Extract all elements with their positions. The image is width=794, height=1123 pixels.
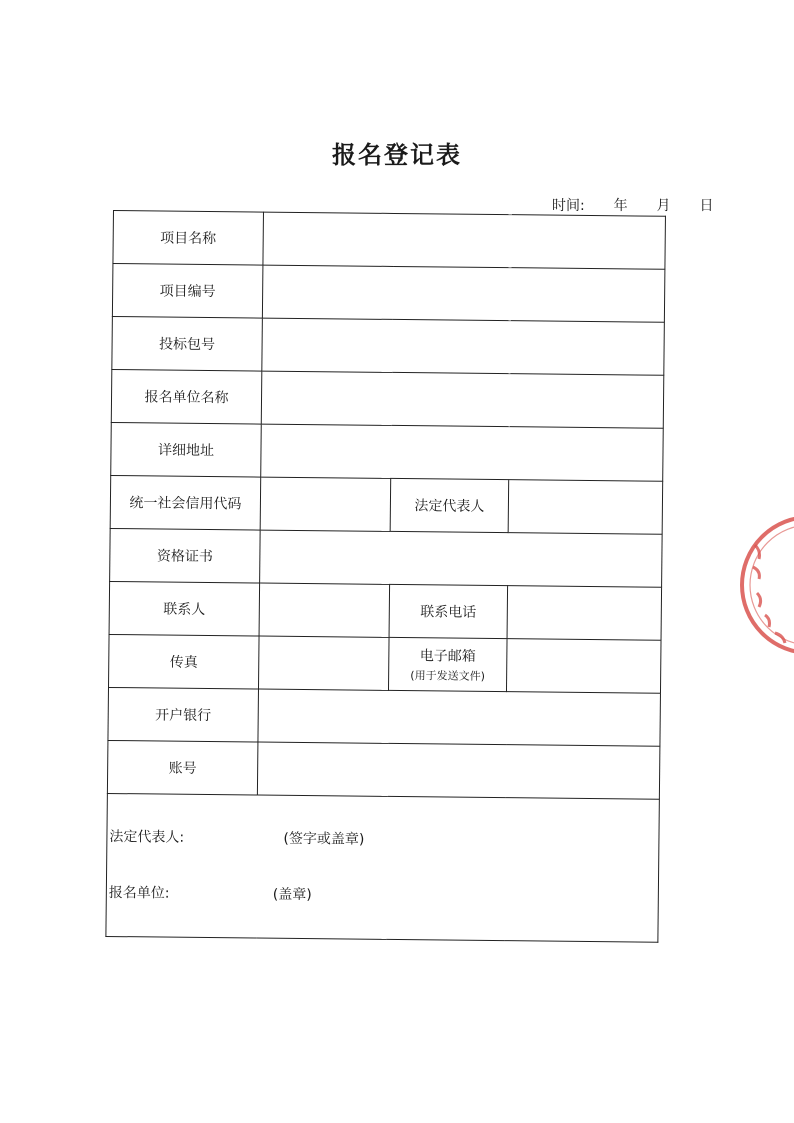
- date-year: 年: [613, 198, 628, 214]
- qualification-label: 资格证书: [110, 528, 261, 583]
- table-row: [113, 211, 666, 270]
- registration-table-wrap: [105, 210, 665, 943]
- page-title: 报名登记表: [332, 141, 462, 169]
- email-note: (用于发送文件): [410, 669, 486, 683]
- lot-number-field[interactable]: [262, 318, 665, 375]
- unit-sign-hint: (盖章): [272, 886, 312, 904]
- table-row: [112, 264, 665, 323]
- address-label: 详细地址: [111, 422, 262, 477]
- email-label: 电子邮箱: [419, 648, 476, 665]
- table-row: [108, 634, 661, 693]
- account-label: 账号: [107, 740, 258, 795]
- legal-rep-label: 法定代表人: [390, 478, 509, 532]
- table-row: [108, 687, 661, 746]
- table-row: [111, 369, 664, 428]
- project-number-label: 项目编号: [112, 264, 263, 319]
- date-line: [552, 195, 713, 215]
- fax-field[interactable]: [258, 636, 389, 690]
- qualification-field[interactable]: [260, 530, 663, 587]
- email-label-cell: [388, 637, 507, 691]
- registration-table: [105, 210, 666, 943]
- table-row: [111, 422, 664, 481]
- date-day: 日: [699, 198, 714, 214]
- credit-code-field[interactable]: [260, 477, 391, 531]
- legal-rep-field[interactable]: [508, 480, 663, 535]
- signature-cell: [106, 793, 659, 942]
- contact-field[interactable]: [259, 583, 390, 637]
- address-field[interactable]: [261, 424, 664, 481]
- table-row: [110, 528, 663, 587]
- table-row: [109, 581, 662, 640]
- applicant-name-label: 报名单位名称: [111, 369, 262, 424]
- project-name-label: 项目名称: [113, 211, 264, 266]
- fax-label: 传真: [108, 634, 259, 689]
- lot-number-label: 投标包号: [112, 316, 263, 371]
- signature-row: [106, 793, 659, 942]
- table-row: [110, 475, 663, 534]
- applicant-name-field[interactable]: [261, 371, 664, 428]
- project-number-field[interactable]: [262, 265, 665, 322]
- legal-rep-signature: [107, 826, 659, 888]
- unit-signature: [107, 882, 658, 928]
- table-row: [112, 316, 665, 375]
- legal-rep-sign-hint: (签字或盖章): [283, 830, 365, 848]
- bank-label: 开户银行: [108, 687, 259, 742]
- legal-rep-sign-label: 法定代表人:: [109, 828, 185, 846]
- date-month: 月: [656, 198, 671, 214]
- bank-field[interactable]: [258, 689, 661, 746]
- credit-code-label: 统一社会信用代码: [110, 475, 261, 530]
- contact-label: 联系人: [109, 581, 260, 636]
- email-field[interactable]: [506, 639, 661, 694]
- date-label: 时间:: [552, 198, 585, 214]
- phone-field[interactable]: [507, 586, 662, 641]
- seal-icon: [735, 505, 794, 665]
- red-seal-stamp: [735, 505, 794, 665]
- unit-sign-label: 报名单位:: [108, 884, 170, 902]
- phone-label: 联系电话: [389, 584, 508, 638]
- project-name-field[interactable]: [263, 212, 666, 269]
- table-row: [107, 740, 660, 799]
- account-field[interactable]: [257, 742, 660, 799]
